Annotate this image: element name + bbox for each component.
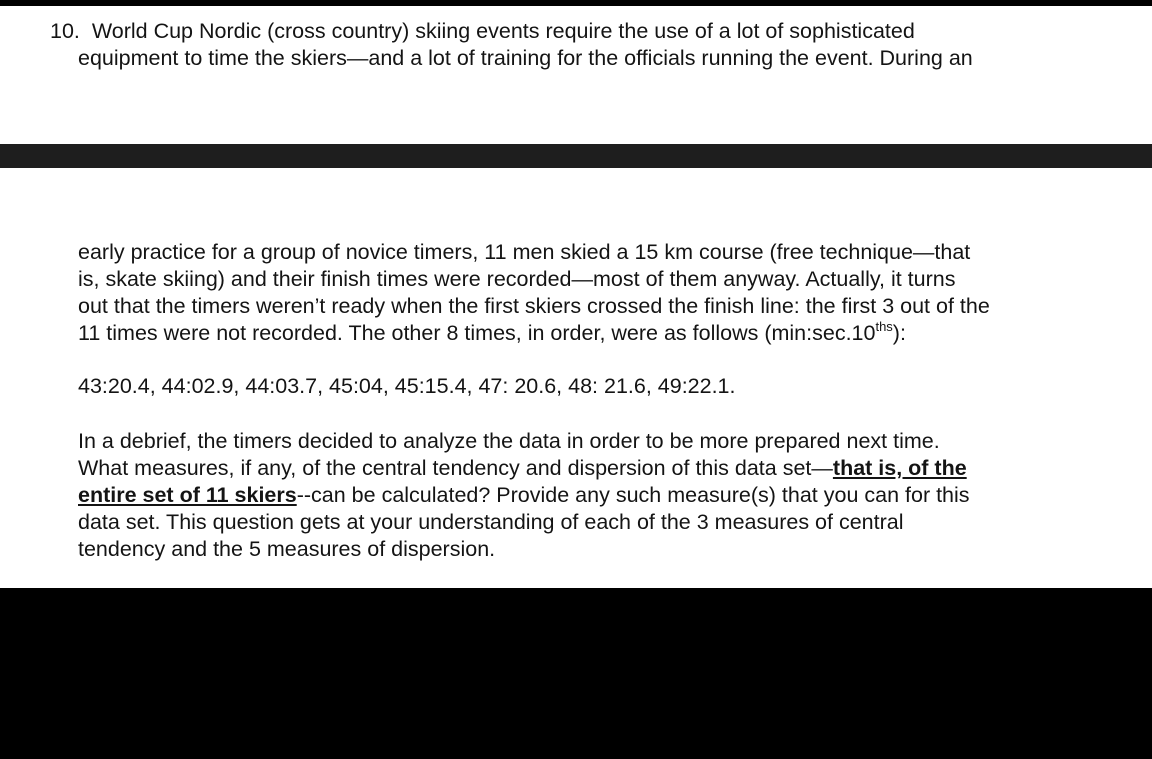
paragraph-line [78,482,1088,509]
question-text-line-2: equipment to time the skiers—and a lot of training for the officials running the event. During an [78,46,973,70]
paragraph-line [78,455,1088,482]
paragraph-line: is, skate skiing) and their finish times were recorded—most of them anyway. Actually, it turns [78,267,956,291]
emphasis-text: that is, of the [832,456,967,480]
paragraph-line: out that the timers weren’t ready when the first skiers crossed the finish line: the first 3 out of the [78,294,990,318]
line-text: --can be calculated? Provide any such measure(s) that you can for this [296,483,970,507]
question-text-line-1: World Cup Nordic (cross country) skiing events require the use of a lot of sophisticated [91,19,915,43]
line-text: What measures, if any, of the central tendency and dispersion of this data set— [78,456,833,480]
paragraph-question-prompt [78,428,1088,563]
line-text: 11 times were not recorded. The other 8 times, in order, were as follows (min:sec.10 [78,321,876,345]
bottom-black-area [0,588,1152,759]
tenths-superscript: ths [875,319,893,334]
page-break-bar [0,144,1152,168]
question-body-section [0,168,1152,588]
paragraph-line: tendency and the 5 measures of dispersion. [78,537,496,561]
question-line-1 [50,18,915,45]
emphasis-text: entire set of 11 skiers [78,483,297,507]
question-header-section [0,6,1152,144]
paragraph-line: early practice for a group of novice timers, 11 men skied a 15 km course (free technique—that [78,240,971,264]
line-text: ): [892,321,906,345]
paragraph-practice-description [78,239,1088,347]
paragraph-line: data set. This question gets at your understanding of each of the 3 measures of central [78,510,904,534]
question-number: 10. [50,19,80,43]
paragraph-line [78,320,1088,347]
paragraph-line: In a debrief, the timers decided to analyze the data in order to be more prepared next time. [78,429,940,453]
finish-times-list: 43:20.4, 44:02.9, 44:03.7, 45:04, 45:15.4, 47: 20.6, 48: 21.6, 49:22.1. [78,374,736,398]
